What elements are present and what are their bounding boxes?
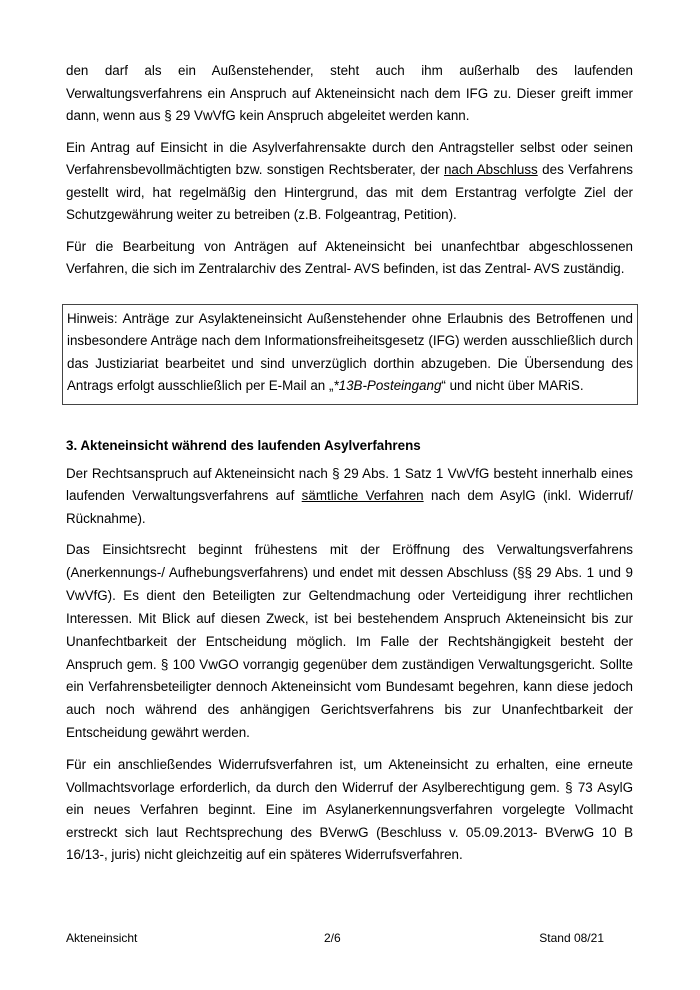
underlined-phrase: sämtliche Verfahren [301,488,424,503]
text-segment: nach dem AsylG (inkl. Widerruf/ Rücknahme). [66,488,633,526]
underlined-phrase: nach Abschluss [443,162,538,177]
paragraph-legal-claim [66,463,633,531]
footer-date: Stand 08/21 [539,931,604,945]
paragraph-central-archive: Für die Bearbeitung von Anträgen auf Akteneinsicht bei unanfechtbar abgeschlossenen Verfahren, die sich im Zentralarchiv des Zentral- AVS befinden, ist das Zentral- AVS zuständig. [66,238,633,276]
section-heading: 3. Akteneinsicht während des laufenden Asylverfahrens [66,437,421,453]
page-number: 2/6 [324,931,341,945]
text-segment: des Verfahrens gestellt wird, hat regelmäßig den Hintergrund, das mit dem Erstantrag verfolgte Ziel der Schutzgewährung weiter zu betreiben (z.B. Folgeantrag, Petition). [66,162,633,222]
note-text: Hinweis: Anträge zur Asylakteneinsicht Außenstehender ohne Erlaubnis des Betroffenen und insbesondere Anträge nach dem Informationsfreiheitsgesetz (IFG) werden ausschließlich durch das Justiziariat bearbeitet und sind unverzüglich dorthin abzugeben. Die Übersendung des Antrags erfolgt ausschließlich per E-Mail an „ [67,310,633,393]
paragraph-inspection-right: Das Einsichtsrecht beginnt frühestens mit der Eröffnung des Verwaltungsverfahrens (Anerkennungs-/ Aufhebungsverfahrens) und endet mit dessen Abschluss (§§ 29 Abs. 1 und 9 VwVfG). Es dient den Beteiligten zur Geltendmachung oder Verteidigung ihrer rechtlichen Interessen. Mit Blick auf diesen Zweck, ist bei bestehendem Anspruch Akteneinsicht bis zur Unanfechtbarkeit der Entscheidung möglich. Im Falle der Rechtshängigkeit besteht der Anspruch gem. § 100 VwGO vorrangig gegenüber dem zuständigen Verwaltungsgericht. Sollte ein Verfahrensbeteiligter dennoch Akteneinsicht vom Bundesamt begehren, kann diese jedoch auch noch während des anhängigen Gerichtsverfahrens bis zur Unanfechtbarkeit der Entscheidung gewährt werden. [66,542,633,741]
note-box [62,304,638,405]
text-segment: Ein Antrag auf Einsicht in die Asylverfahrensakte durch den Antragsteller selbst oder seinen Verfahrensbevollmächtigten bzw. sonstigen Rechtsberater, der [66,139,633,177]
paragraph-request-after-completion [66,137,633,227]
note-text-end: “ und nicht über MARiS. [441,378,584,393]
text-segment: Der Rechtsanspruch auf Akteneinsicht nach § 29 Abs. 1 Satz 1 VwVfG besteht innerhalb eines laufenden Verwaltungsverfahrens auf [66,465,633,503]
paragraph-ifg-claim: den darf als ein Außenstehender, steht auch ihm außerhalb des laufenden Verwaltungsverfahrens ein Anspruch auf Akteneinsicht nach dem IFG zu. Dieser greift immer dann, wenn aus § 29 VwVfG kein Anspruch abgeleitet werden kann. [66,63,633,123]
footer-title: Akteneinsicht [66,931,138,945]
paragraph-revocation: Für ein anschließendes Widerrufsverfahren ist, um Akteneinsicht zu erhalten, eine erneute Vollmachtsvorlage erforderlich, da durch den Widerruf der Asylberechtigung gem. § 73 AsylG ein neues Verfahren beginnt. Eine im Asylanerkennungsverfahren vorgelegte Vollmacht erstreckt sich laut Rechtsprechung des BVerwG (Beschluss v. 05.09.2013- BVerwG 10 B 16/13-, juris) nicht gleichzeitig auf ein späteres Widerrufsverfahren. [66,757,633,863]
note-emphasis: *13B-Posteingang [333,378,442,393]
document-page [66,60,633,876]
